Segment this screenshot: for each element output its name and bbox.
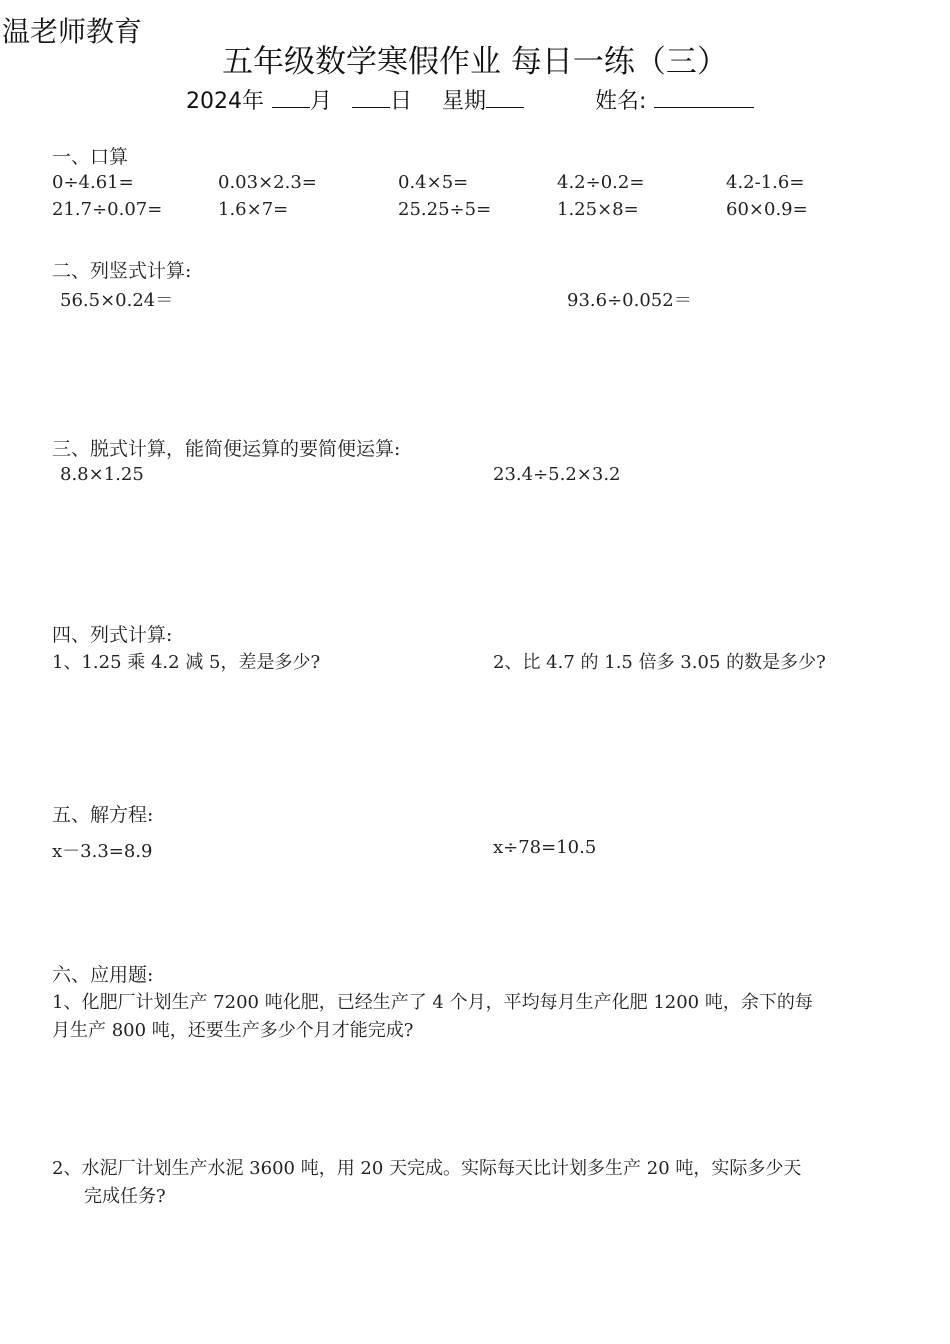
- name-blank[interactable]: [654, 87, 754, 108]
- step-calc-item: 23.4÷5.2×3.2: [493, 464, 621, 485]
- section-2-heading: 二、列竖式计算:: [52, 260, 192, 282]
- oral-item: 0.4×5=: [398, 172, 469, 193]
- name-field[interactable]: [595, 84, 754, 115]
- section-6-heading: 六、应用题:: [52, 964, 154, 986]
- vertical-calc-item: 56.5×0.24＝: [60, 290, 174, 311]
- word-calc-item: 1、1.25 乘 4.2 减 5，差是多少?: [52, 652, 321, 673]
- year-label: 2024年: [186, 89, 264, 114]
- vertical-calc-item: 93.6÷0.052＝: [567, 290, 692, 311]
- month-field[interactable]: [272, 84, 332, 115]
- weekday-field[interactable]: [442, 84, 524, 115]
- brand-label: 温老师教育: [2, 15, 143, 48]
- oral-item: 0.03×2.3=: [218, 172, 317, 193]
- word-calc-item: 2、比 4.7 的 1.5 倍多 3.05 的数是多少?: [493, 652, 826, 673]
- oral-item: 21.7÷0.07=: [52, 199, 163, 220]
- weekday-blank[interactable]: [486, 87, 524, 108]
- application-problem-1-line2: 月生产 800 吨，还要生产多少个月才能完成?: [52, 1020, 414, 1041]
- section-4-heading: 四、列式计算:: [52, 624, 173, 646]
- day-field[interactable]: [352, 84, 412, 115]
- step-calc-item: 8.8×1.25: [60, 464, 144, 485]
- weekday-label: 星期: [442, 89, 487, 114]
- worksheet-title: 五年级数学寒假作业 每日一练（三）: [222, 44, 728, 80]
- equation-item: x÷78=10.5: [493, 837, 597, 858]
- oral-item: 1.6×7=: [218, 199, 289, 220]
- oral-item: 1.25×8=: [557, 199, 639, 220]
- name-label: 姓名:: [595, 89, 647, 114]
- oral-item: 4.2÷0.2=: [557, 172, 645, 193]
- application-problem-1-line1: 1、化肥厂计划生产 7200 吨化肥，已经生产了 4 个月，平均每月生产化肥 1200 吨，余下的每: [52, 992, 813, 1013]
- application-problem-2-line1: 2、水泥厂计划生产水泥 3600 吨，用 20 天完成。实际每天比计划多生产 20 吨，实际多少天: [52, 1158, 802, 1179]
- section-5-heading: 五、解方程:: [52, 804, 154, 826]
- section-1-heading: 一、口算: [52, 146, 129, 168]
- day-blank[interactable]: [352, 87, 390, 108]
- oral-item: 0÷4.61=: [52, 172, 134, 193]
- application-problem-2-line2: 完成任务?: [84, 1186, 166, 1207]
- section-3-heading: 三、脱式计算，能简便运算的要简便运算:: [52, 438, 401, 460]
- oral-item: 60×0.9=: [726, 199, 808, 220]
- month-label: 月: [310, 89, 333, 114]
- oral-item: 25.25÷5=: [398, 199, 492, 220]
- equation-item: x－3.3=8.9: [52, 841, 153, 862]
- oral-item: 4.2-1.6=: [726, 172, 805, 193]
- day-label: 日: [390, 89, 413, 114]
- month-blank[interactable]: [272, 87, 310, 108]
